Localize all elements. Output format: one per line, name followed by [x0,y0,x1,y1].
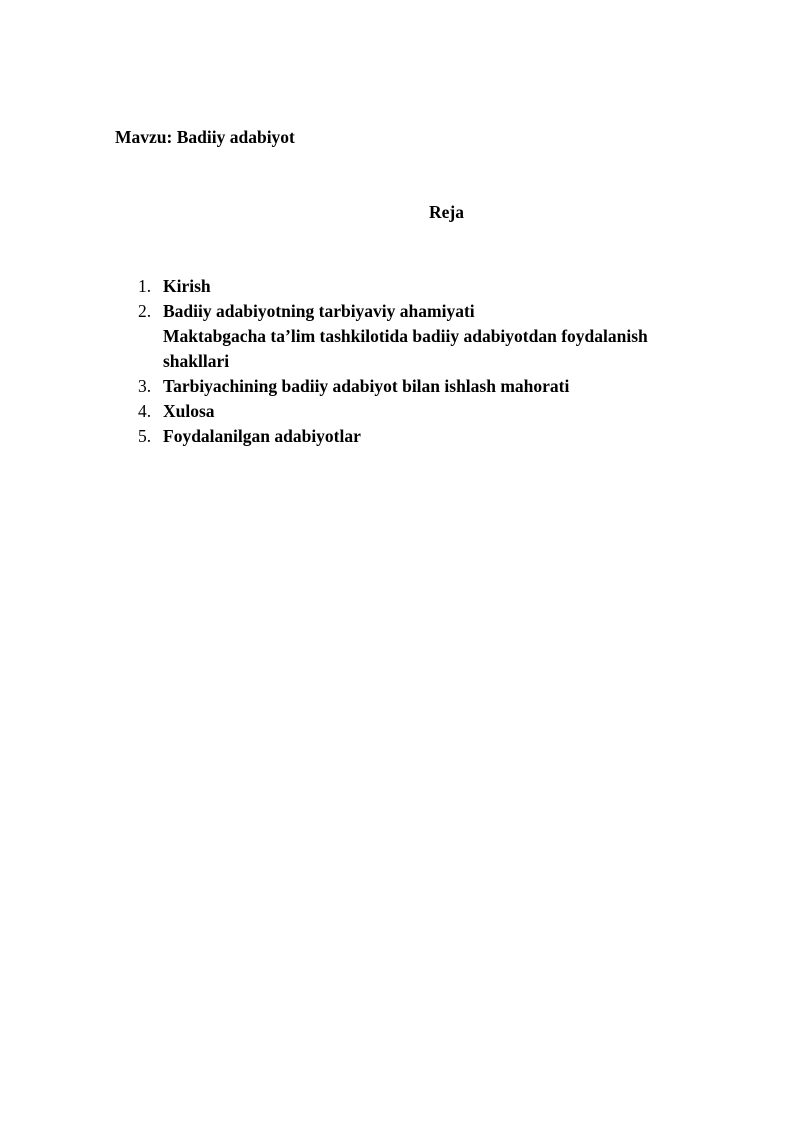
plan-item [138,424,698,449]
topic-heading: Mavzu: Badiiy adabiyot [115,127,295,147]
plan-item-number: 4. [138,401,152,421]
plan-item-body [163,299,698,374]
plan-item-text: Xulosa [163,401,215,421]
plan-item-number: 2. [138,301,152,321]
plan-item [138,299,698,374]
plan-item [138,399,698,424]
plan-item-subtext: Maktabgacha ta’lim tashkilotida badiiy adabiyotdan foydalanish shakllari [163,326,648,371]
plan-item [138,374,698,399]
plan-list [138,274,698,449]
plan-title: Reja [429,202,464,222]
plan-item-number: 5. [138,426,152,446]
plan-item-text: Kirish [163,276,211,296]
plan-item [138,274,698,299]
plan-item-number: 3. [138,376,152,396]
plan-item-number: 1. [138,276,152,296]
plan-item-text: Foydalanilgan adabiyotlar [163,426,361,446]
plan-item-text: Tarbiyachining badiiy adabiyot bilan ishlash mahorati [163,376,570,396]
plan-item-text: Badiiy adabiyotning tarbiyaviy ahamiyati [163,301,475,321]
